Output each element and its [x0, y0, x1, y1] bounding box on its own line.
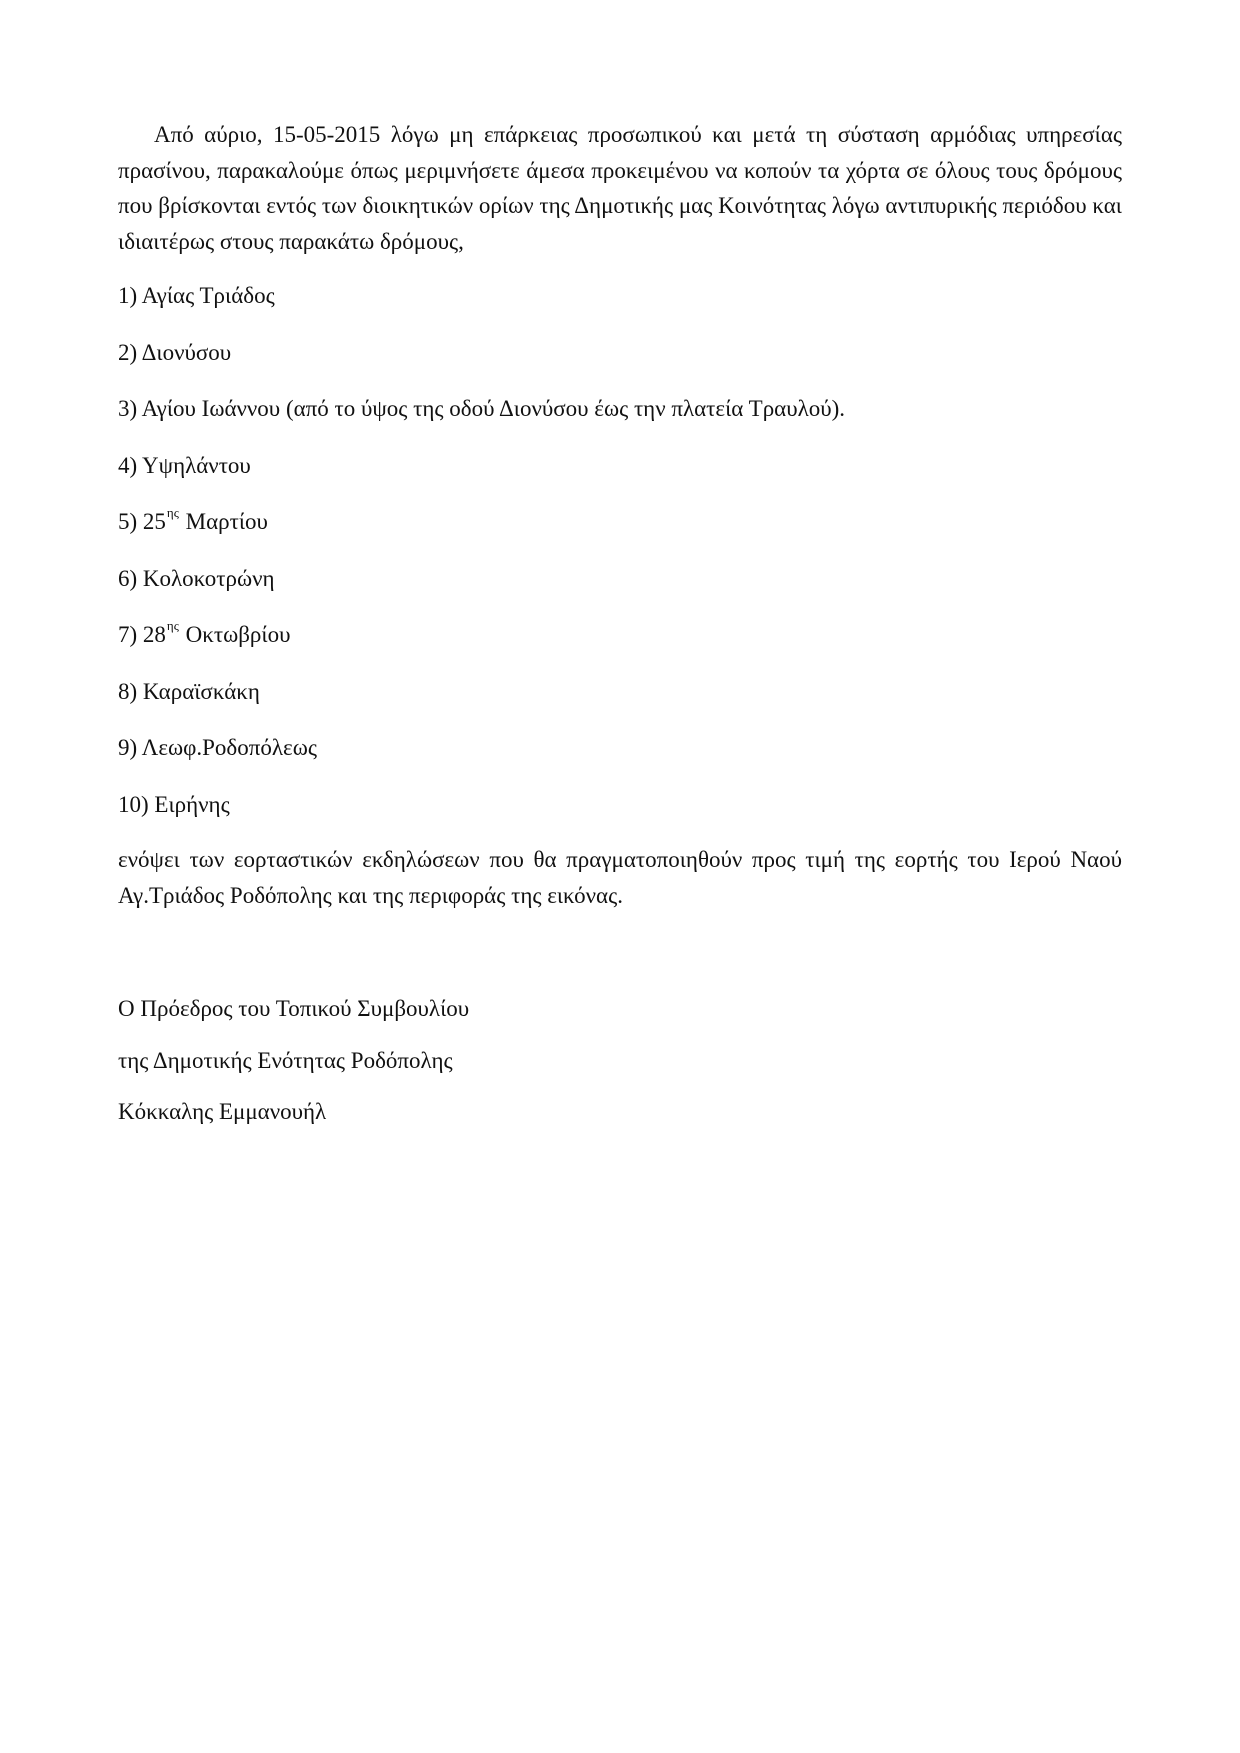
closing-paragraph: ενόψει των εορταστικών εκδηλώσεων που θα πραγματοποιηθούν προς τιμή της εορτής του Ιερού Ναού Αγ.Τριάδος Ροδόπολης και της περιφοράς της εικόνας.: [118, 847, 1122, 908]
street-list: [118, 281, 1122, 846]
street-label: 6) Κολοκοτρώνη: [118, 565, 275, 591]
list-item: [118, 677, 1122, 734]
street-label: 4) Υψηλάντου: [118, 452, 251, 478]
street-label: 1) Αγίας Τριάδος: [118, 283, 275, 308]
list-item: [118, 394, 1122, 451]
street-label-prefix: 5) 25: [118, 509, 166, 534]
signer-name: Κόκκαλης Εμμανουήλ: [118, 1099, 327, 1124]
street-label: 8) Καραϊσκάκη: [118, 678, 260, 704]
list-item: [118, 620, 1122, 677]
street-label: 3) Αγίου Ιωάννου (από το ύψος της οδού Διονύσου έως την πλατεία Τραυλού).: [118, 396, 846, 421]
street-label-prefix: 7) 28: [118, 622, 166, 647]
intro-paragraph: Από αύριο, 15-05-2015 λόγω μη επάρκειας προσωπικού και μετά τη σύσταση αρμόδιας υπηρεσίας πρασίνου, παρακαλούμε όπως μεριμνήσετε άμεσα προκειμένου να κοπούν τα χόρτα σε όλους τους δρόμους που βρίσκονται εντός των διοικητικών ορίων της Δημοτικής μας Κοινότητας λόγω αντιπυρικής περιόδου και ιδιαιτέρως στους παρακάτω δρόμους,: [118, 122, 1122, 254]
list-item: [118, 790, 1122, 847]
list-item: [118, 733, 1122, 790]
ordinal-suffix: ης: [166, 618, 179, 634]
street-label-suffix: Μαρτίου: [179, 509, 268, 534]
street-label-suffix: Οκτωβρίου: [179, 622, 291, 647]
street-label: 10) Ειρήνης: [118, 791, 230, 817]
ordinal-suffix: ης: [166, 505, 179, 521]
document-page: [118, 0, 1122, 1753]
street-label: 2) Διονύσου: [118, 339, 232, 365]
list-item: [118, 451, 1122, 508]
street-label: 9) Λεωφ.Ροδοπόλεως: [118, 735, 317, 760]
signer-unit: της Δημοτικής Ενότητας Ροδόπολης: [118, 1047, 453, 1073]
signer-title: Ο Πρόεδρος του Τοπικού Συμβουλίου: [118, 996, 470, 1021]
list-item: [118, 507, 1122, 564]
list-item: [118, 338, 1122, 395]
signature-block: [118, 994, 1122, 1149]
list-item: [118, 564, 1122, 621]
list-item: [118, 281, 1122, 338]
